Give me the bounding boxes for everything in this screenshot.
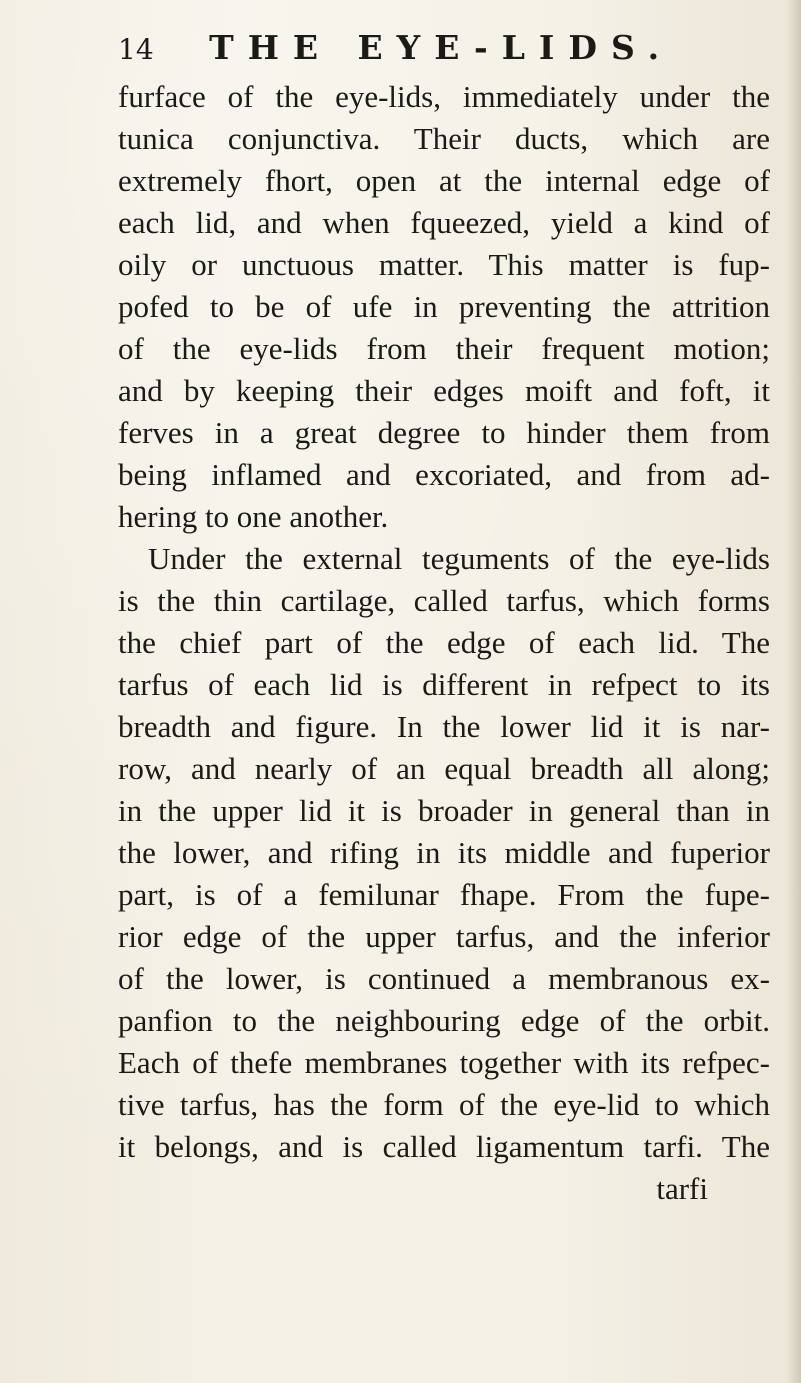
text-line: breadth and figure. In the lower lid it is nar- (118, 709, 770, 744)
text-line: panfion to the neighbouring edge of the orbit. (118, 1003, 770, 1038)
running-head: THE EYE-LIDS. (209, 28, 674, 67)
page-edge-shadow (787, 0, 801, 1383)
text-line: extremely fhort, open at the internal edge of (118, 163, 770, 198)
text-line: tunica conjunctiva. Their ducts, which are (118, 121, 770, 156)
text-line: each lid, and when fqueezed, yield a kind of (118, 205, 770, 240)
catchword: tarfi (656, 1171, 708, 1206)
text-line: tarfus of each lid is different in refpect to its (118, 667, 770, 702)
text-line: the chief part of the edge of each lid. The (118, 625, 770, 660)
text-line: row, and nearly of an equal breadth all along; (118, 751, 770, 786)
text-line: of the eye-lids from their frequent motion; (118, 331, 770, 366)
text-line: ferves in a great degree to hinder them from (118, 415, 770, 450)
paragraph-start-line: Under the external teguments of the eye-lids (148, 541, 770, 576)
text-line: and by keeping their edges moift and foft, it (118, 373, 770, 408)
text-line: oily or unctuous matter. This matter is fup- (118, 247, 770, 282)
body-text (118, 76, 770, 1210)
text-line: being inflamed and excoriated, and from ad- (118, 457, 770, 492)
text-line: pofed to be of ufe in preventing the attrition (118, 289, 770, 324)
page-number: 14 (118, 33, 154, 66)
text-line: of the lower, is continued a membranous ex- (118, 961, 770, 996)
text-line: rior edge of the upper tarfus, and the inferior (118, 919, 770, 954)
text-line: Each of thefe membranes together with its refpec- (118, 1045, 770, 1080)
text-line: tive tarfus, has the form of the eye-lid to which (118, 1087, 770, 1122)
text-line: it belongs, and is called ligamentum tarfi. The (118, 1129, 770, 1164)
text-line: the lower, and rifing in its middle and fuperior (118, 835, 770, 870)
text-line: is the thin cartilage, called tarfus, which forms (118, 583, 770, 618)
text-line: in the upper lid it is broader in general than in (118, 793, 770, 828)
page-header (118, 28, 678, 72)
text-line: furface of the eye-lids, immediately under the (118, 79, 770, 114)
text-line: part, is of a femilunar fhape. From the fupe- (118, 877, 770, 912)
paragraph-end-line: hering to one another. (118, 499, 389, 534)
